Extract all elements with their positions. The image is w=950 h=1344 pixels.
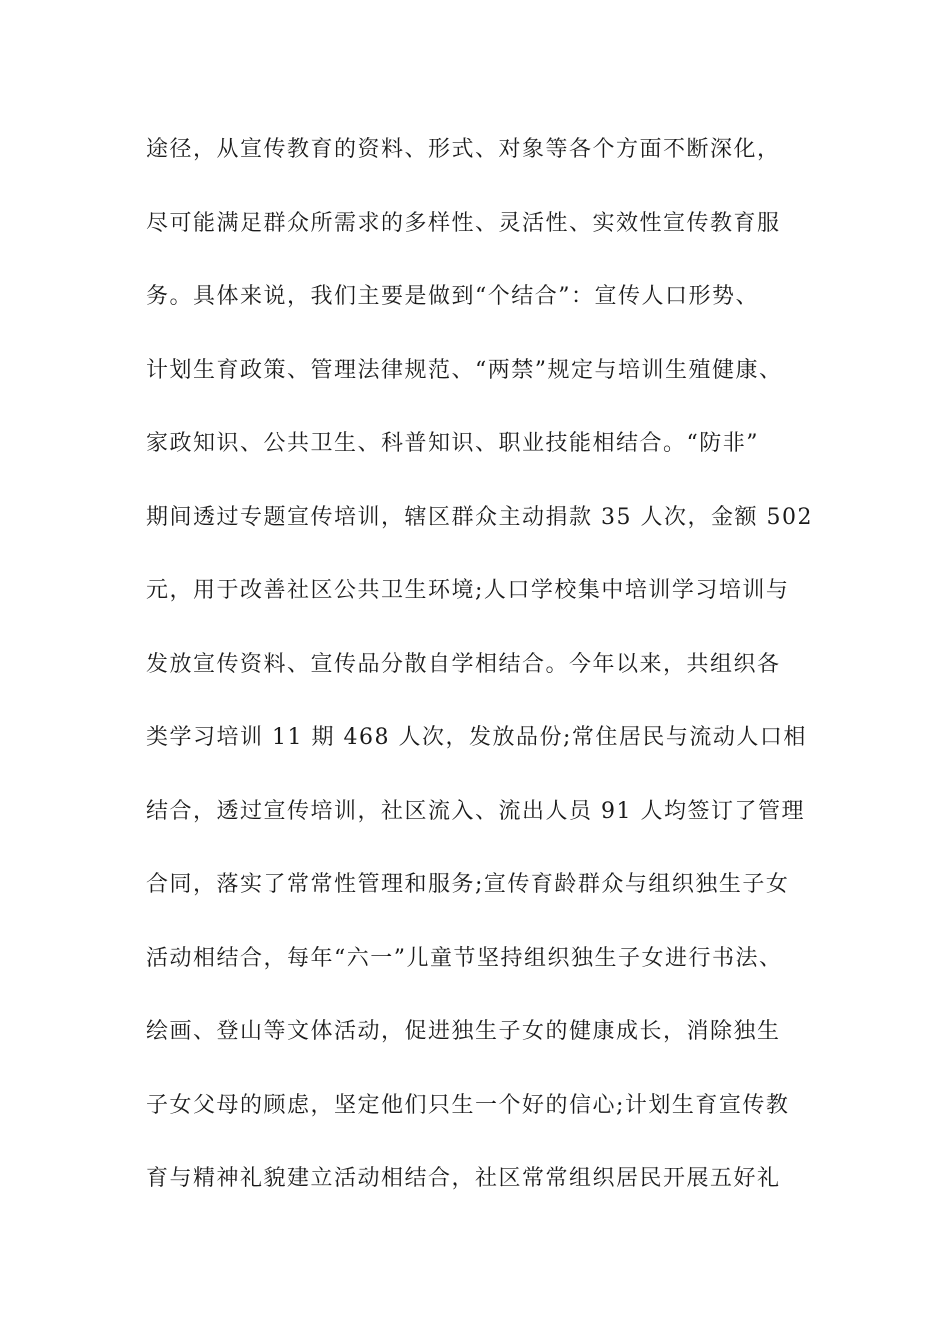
text-line: 合同，落实了常常性管理和服务;宣传育龄群众与组织独生子女 [146, 872, 790, 897]
text-line: 元，用于改善社区公共卫生环境;人口学校集中培训学习培训与 [146, 578, 790, 603]
text-line: 子女父母的顾虑，坚定他们只生一个好的信心;计划生育宣传教 [146, 1092, 790, 1118]
text-line: 育与精神礼貌建立活动相结合，社区常常组织居民开展五好礼 [146, 1166, 781, 1191]
body-text [146, 128, 826, 1231]
text-line: 尽可能满足群众所需求的多样性、灵活性、实效性宣传教育服 [146, 210, 781, 236]
text-line: 途径，从宣传教育的资料、形式、对象等各个方面不断深化， [146, 137, 781, 162]
text-line: 活动相结合，每年“六一”儿童节坚持组织独生子女进行书法、 [146, 945, 783, 971]
text-line: 家政知识、公共卫生、科普知识、职业技能相结合。“防非” [146, 431, 759, 456]
text-line: 类学习培训 11 期 468 人次，发放品份;常住居民与流动人口相 [146, 725, 807, 750]
text-line: 结合，透过宣传培训，社区流入、流出人员 91 人均签订了管理 [146, 798, 805, 824]
text-line: 绘画、登山等文体活动，促进独生子女的健康成长，消除独生 [146, 1019, 781, 1044]
text-line: 计划生育政策、管理法律规范、“两禁”规定与培训生殖健康、 [146, 357, 783, 383]
text-line: 务。具体来说，我们主要是做到“个结合”：宣传人口形势、 [146, 284, 759, 309]
text-line: 发放宣传资料、宣传品分散自学相结合。今年以来，共组织各 [146, 651, 781, 677]
text-line: 期间透过专题宣传培训，辖区群众主动捐款 35 人次，金额 502 [146, 504, 813, 530]
